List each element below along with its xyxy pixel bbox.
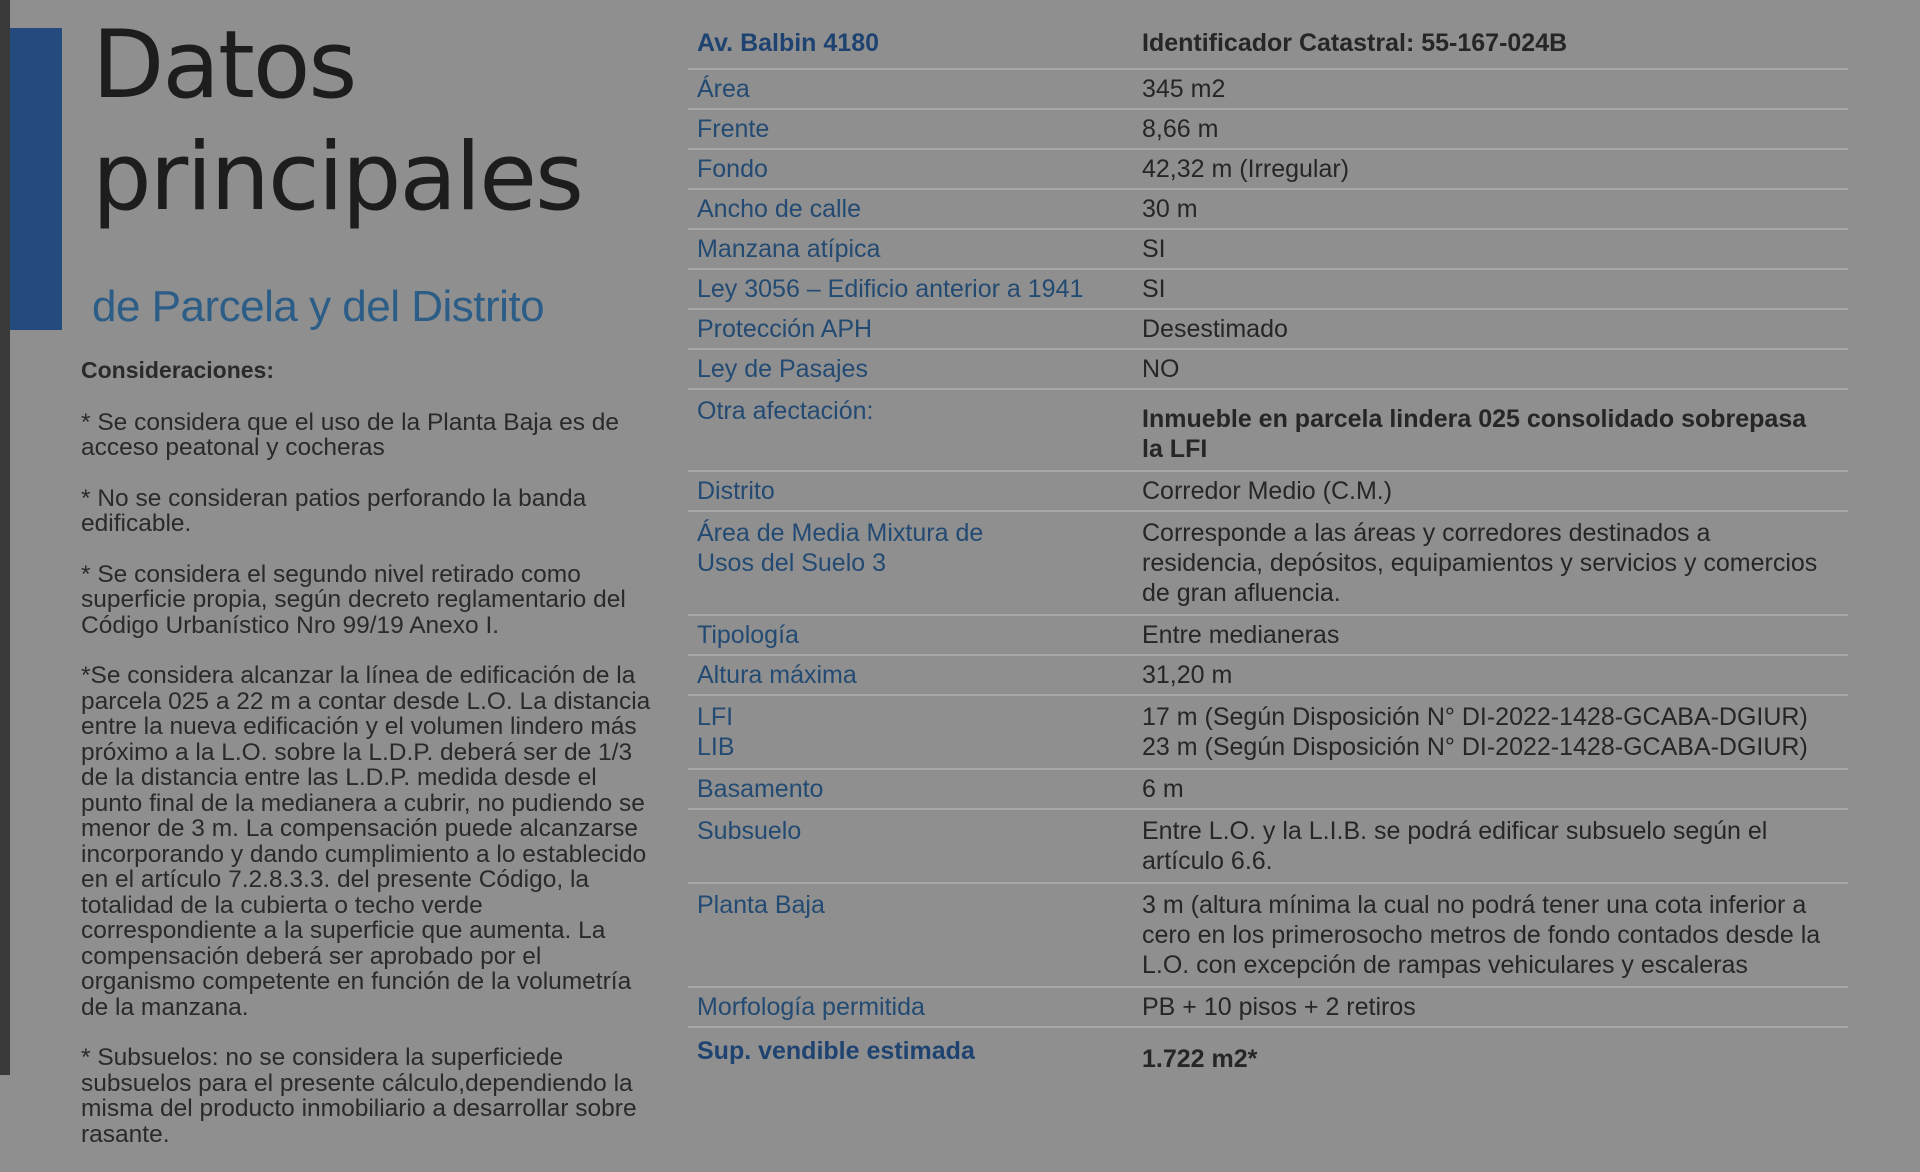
table-row [688,770,1848,810]
row-label: Protección APH [697,315,873,343]
row-label: Fondo [697,155,768,183]
estimated-sellable-area-label: Sup. vendible estimada [697,1037,975,1065]
row-label: Morfología permitida [697,993,925,1021]
table-row [688,616,1848,656]
row-label-line: LIB [697,733,735,761]
row-value: SI [1142,235,1166,263]
row-label: Planta Baja [697,891,825,919]
row-value: Desestimado [1142,315,1288,343]
row-value: 345 m2 [1142,75,1226,103]
considerations-heading: Consideraciones: [81,357,274,383]
table-row [688,310,1848,350]
page-title [92,10,582,234]
row-value: Corredor Medio (C.M.) [1142,477,1393,505]
table-row [688,696,1848,770]
row-value: Entre medianeras [1142,621,1340,649]
left-edge-strip [0,0,10,1075]
table-footer-row [688,1028,1848,1082]
cadastral-id: Identificador Catastral: 55-167-024B [1142,29,1568,57]
row-label-line: LFI [697,703,734,731]
row-label: Altura máxima [697,661,857,689]
title-line-1: Datos [92,11,356,120]
table-row [688,110,1848,150]
row-label: Ley 3056 – Edificio anterior a 1941 [697,275,1084,303]
row-label: Otra afectación: [697,397,874,425]
table-row [688,230,1848,270]
row-label: Frente [697,115,770,143]
considerations-section [81,358,661,1172]
row-label: Ley de Pasajes [697,355,868,383]
title-line-2: principales [92,123,582,232]
table-row [688,70,1848,110]
row-value: 31,20 m [1142,661,1233,689]
consideration-item: * Se considera que el uso de la Planta Baja es de acceso peatonal y cocheras [81,408,620,461]
table-row [688,884,1848,988]
row-label-line: Usos del Suelo 3 [697,549,887,577]
table-header-row [688,22,1848,70]
table-row [688,150,1848,190]
estimated-sellable-area-value: 1.722 m2* [1142,1045,1258,1073]
row-label [688,518,1142,608]
row-label: Área [697,75,750,103]
row-value-line: 17 m (Según Disposición N° DI-2022-1428-GCABA-DGIUR) [1142,703,1808,731]
row-value: Inmueble en parcela lindera 025 consolidado sobrepasa la LFI [1142,405,1807,463]
row-value: 30 m [1142,195,1198,223]
row-label: Distrito [697,477,775,505]
row-value: 42,32 m (Irregular) [1142,155,1350,183]
row-label: Manzana atípica [697,235,881,263]
row-label: Ancho de calle [697,195,862,223]
row-label: Subsuelo [697,817,802,845]
table-row [688,472,1848,512]
page-subtitle: de Parcela y del Distrito [92,282,545,331]
row-value: 6 m [1142,775,1184,803]
row-value [1142,702,1848,762]
row-value: NO [1142,355,1180,383]
row-value: 8,66 m [1142,115,1219,143]
address: Av. Balbin 4180 [697,29,880,57]
consideration-item: * Se considera el segundo nivel retirado como superficie propia, según decreto reglamentario del Código Urbanístico Nro 99/19 Anexo I. [81,560,626,639]
row-label: Basamento [697,775,824,803]
table-row [688,350,1848,390]
accent-bar [10,28,62,330]
row-value: SI [1142,275,1166,303]
row-label [688,702,1142,762]
consideration-item: *Se considera alcanzar la línea de edificación de la parcela 025 a 22 m a contar desde L.O. La distancia entre la nueva edificación y el volumen lindero más próximo a la L.O. sobre la L.D.P. deberá ser de 1/3 de la distancia entre las L.D.P. medida desde el punto final de la medianera a cubrir, no pudiendo se menor de 3 m. La compensación puede alcanzarse incorporando y dando cumplimiento a lo establecido en el artículo 7.2.8.3.3. del presente Código, la totalidad de la cubierta o techo verde correspondiente a la superficie que aumenta. La compensación deberá ser aprobado por el organismo competente en función de la volumetría de la manzana. [81,662,651,1021]
row-label-line: Área de Media Mixtura de [697,519,984,547]
consideration-item: * Subsuelos: no se considera la superficiede subsuelos para el presente cálculo,dependiendo la misma del producto inmobiliario a desarrollar sobre rasante. [81,1044,637,1148]
table-row [688,190,1848,230]
parcel-data-table [688,22,1848,1082]
table-row [688,512,1848,616]
table-row [688,656,1848,696]
table-row [688,810,1848,884]
row-value-line: 23 m (Según Disposición N° DI-2022-1428-GCABA-DGIUR) [1142,733,1808,761]
table-row [688,390,1848,472]
row-value: Entre L.O. y la L.I.B. se podrá edificar subsuelo según el artículo 6.6. [1142,817,1768,875]
row-value: 3 m (altura mínima la cual no podrá tener una cota inferior a cero en los primerosocho metros de fondo contados desde la L.O. con excepción de rampas vehiculares y escaleras [1142,891,1821,979]
row-label: Tipología [697,621,799,649]
table-row [688,270,1848,310]
row-value: Corresponde a las áreas y corredores destinados a residencia, depósitos, equipamientos y servicios y comercios de gran afluencia. [1142,519,1818,607]
table-row [688,988,1848,1028]
consideration-item: * No se consideran patios perforando la banda edificable. [81,484,587,537]
row-value: PB + 10 pisos + 2 retiros [1142,993,1416,1021]
